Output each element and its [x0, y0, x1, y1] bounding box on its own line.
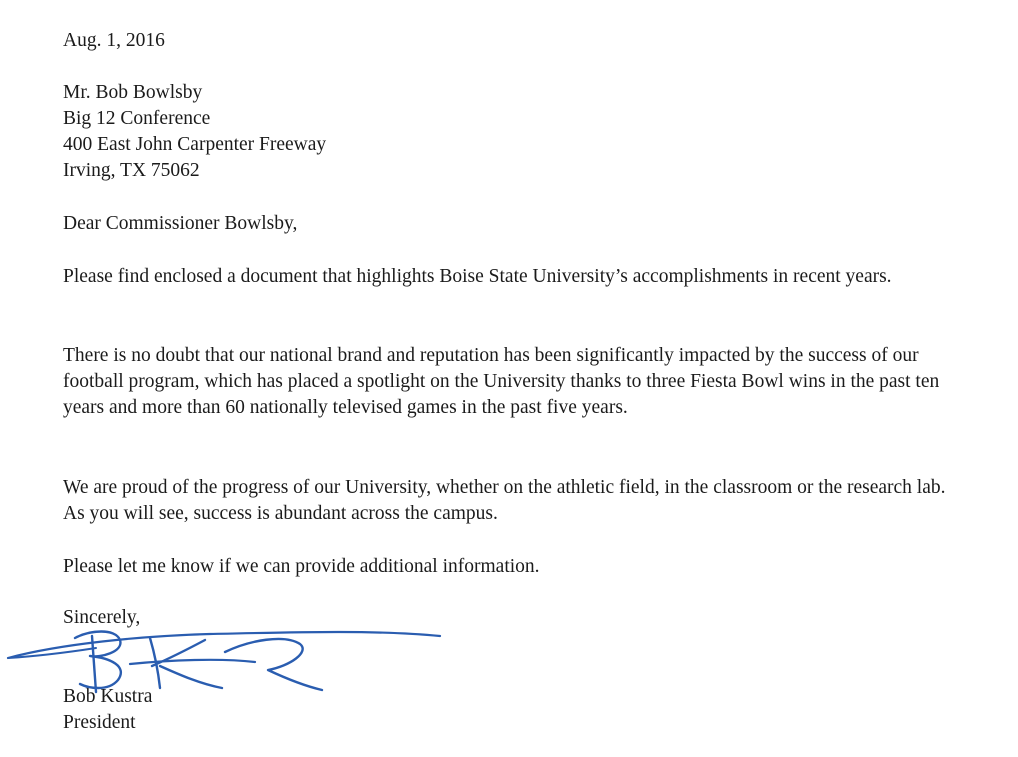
recipient-name: Mr. Bob Bowlsby	[63, 82, 203, 103]
signer-title: President	[63, 712, 136, 733]
paragraph-2: There is no doubt that our national brand and reputation has been significantly impacted by the success of our football program, which has placed a spotlight on the University thanks to three Fiesta Bowl wins in the past ten years and more than 60 nationally televised games in the past five years.	[63, 345, 940, 418]
recipient-street: 400 East John Carpenter Freeway	[63, 134, 327, 155]
closing: Sincerely,	[63, 607, 141, 628]
recipient-address	[63, 80, 326, 184]
salutation: Dear Commissioner Bowlsby,	[63, 213, 298, 234]
paragraph-3: We are proud of the progress of our University, whether on the athletic field, in the classroom or the research lab. As you will see, success is abundant across the campus.	[63, 477, 946, 524]
recipient-organization: Big 12 Conference	[63, 108, 211, 129]
letter-date: Aug. 1, 2016	[63, 30, 165, 51]
signer-name: Bob Kustra	[63, 686, 153, 707]
recipient-city: Irving, TX 75062	[63, 160, 200, 181]
letter-page	[63, 0, 963, 757]
paragraph-1: Please find enclosed a document that highlights Boise State University’s accomplishments in recent years.	[63, 266, 892, 287]
paragraph-4: Please let me know if we can provide additional information.	[63, 556, 540, 577]
